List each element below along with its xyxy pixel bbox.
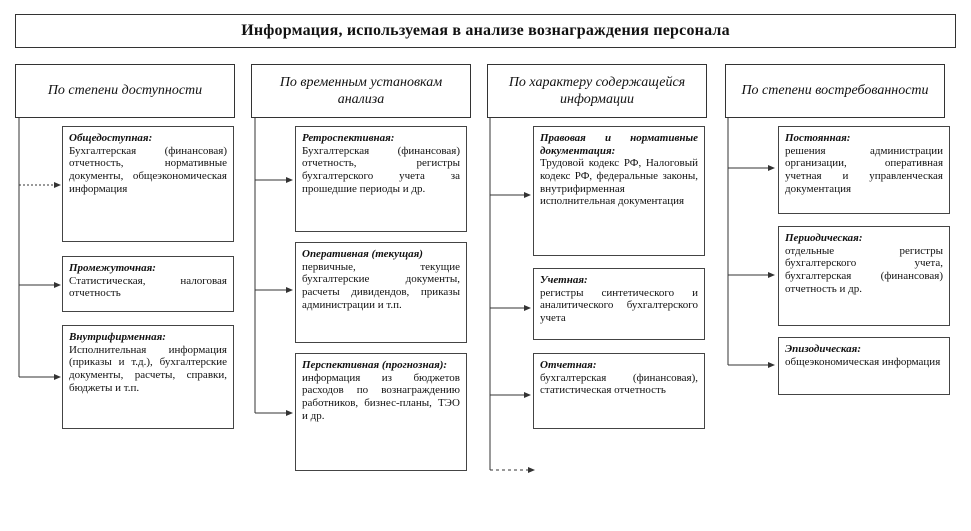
- item-text: Статистическая, налоговая отчетность: [69, 274, 227, 300]
- item-accounting: [533, 268, 705, 340]
- item-text: отдельные регистры бухгалтерского учета, бухгалтерская (финансовая) отчетность и др.: [785, 244, 943, 295]
- column-heading-time: По временным установкам анализа: [251, 64, 471, 118]
- item-text: Трудовой кодекс РФ, Налоговый кодекс РФ, федеральные законы, внутрифирменная исполнительная документация: [540, 157, 698, 208]
- item-name: Общедоступная:: [69, 132, 153, 144]
- item-retrospective: [295, 126, 467, 232]
- item-text: Бухгалтерская (финансовая) отчетность, регистры бухгалтерского учета за прошедшие периоды и др.: [302, 144, 460, 195]
- item-legal: [533, 126, 705, 256]
- item-permanent: [778, 126, 950, 214]
- item-reporting: [533, 353, 705, 429]
- item-text: бухгалтерская (финансовая), статистическая отчетность: [540, 371, 698, 397]
- item-name: Учетная:: [540, 274, 588, 286]
- item-name: Ретроспективная:: [302, 132, 395, 144]
- item-name: Правовая и нормативные документация:: [540, 132, 698, 157]
- item-text: решения администрации организации, оперативная учетная и управленческая документация: [785, 144, 943, 195]
- column-heading-accessibility: По степени доступности: [15, 64, 235, 118]
- diagram-title: Информация, используемая в анализе вознаграждения персонала: [15, 14, 956, 48]
- item-episodic: [778, 337, 950, 395]
- item-operational: [295, 242, 467, 343]
- item-general-access: [62, 126, 234, 242]
- item-name: Постоянная:: [785, 132, 851, 144]
- item-text: общеэкономическая информация: [785, 355, 941, 368]
- item-name: Внутрифирменная:: [69, 331, 166, 343]
- item-text: Исполнительная информация (приказы и т.д.), бухгалтерские документы, расчеты, справки, бюджеты и т.п.: [69, 343, 227, 394]
- item-name: Оперативная (текущая): [302, 248, 423, 260]
- item-text: информация из бюджетов расходов по вознаграждению работников, бизнес-планы, ТЭО и др.: [302, 371, 460, 422]
- item-prospective: [295, 353, 467, 471]
- item-name: Эпизодическая:: [785, 343, 861, 355]
- item-name: Отчетная:: [540, 359, 597, 371]
- column-heading-demand: По степени востребованности: [725, 64, 945, 118]
- item-text: первичные, текущие бухгалтерские документы, расчеты дивидендов, приказы администрации и т.п.: [302, 260, 460, 311]
- item-periodic: [778, 226, 950, 326]
- item-name: Промежуточная:: [69, 262, 156, 274]
- item-name: Периодическая:: [785, 232, 863, 244]
- item-name: Перспективная (прогнозная):: [302, 359, 448, 371]
- item-intermediate: [62, 256, 234, 312]
- item-text: регистры синтетического и аналитического бухгалтерского учета: [540, 286, 698, 324]
- item-internal: [62, 325, 234, 429]
- item-text: Бухгалтерская (финансовая) отчетность, нормативные документы, общеэкономическая информация: [69, 144, 227, 195]
- column-heading-content: По характеру содержащейся информации: [487, 64, 707, 118]
